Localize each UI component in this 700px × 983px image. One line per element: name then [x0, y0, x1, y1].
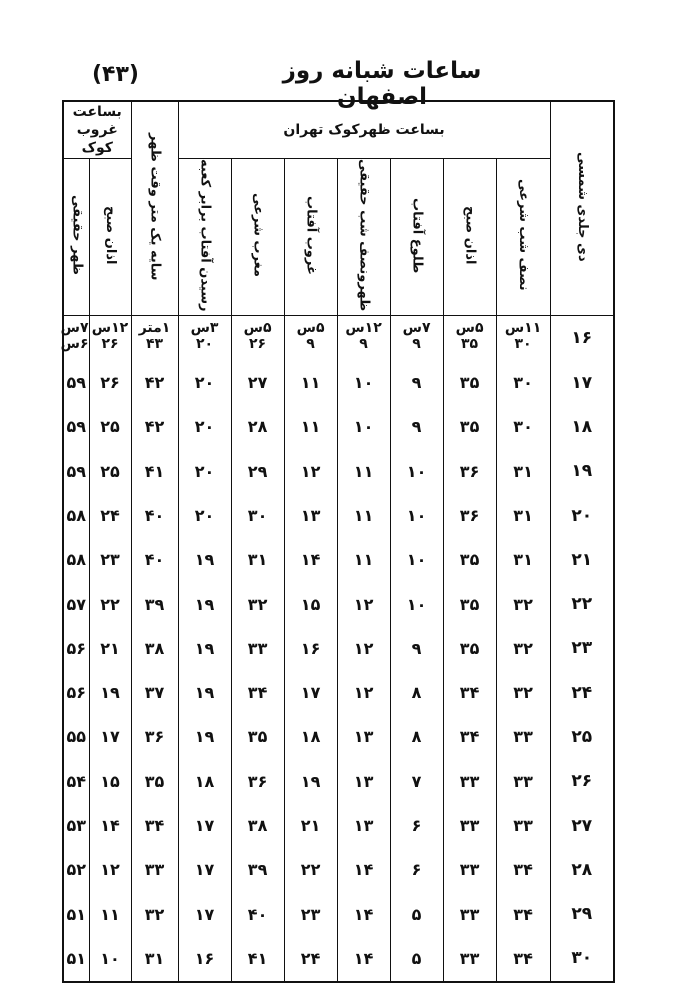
column-header-sunrise-label: طلوع آفتاب: [409, 197, 425, 273]
table-row: [63, 405, 614, 449]
cell-noon: ۱۳: [337, 759, 390, 803]
cell-maghrib: ۳۱: [231, 538, 284, 582]
cell-sunrise: ۸: [390, 715, 443, 759]
column-header-noon-label: ظهرونصف شب حقیقی: [356, 159, 372, 312]
cell-shadow: ۴۰: [131, 538, 178, 582]
cell-noon: ۱۰: [337, 360, 390, 404]
table-row: [63, 316, 614, 361]
cell-fajr: ۳۳: [443, 848, 496, 892]
cell-qibla: ۱۸: [178, 759, 231, 803]
cell-sunset: ۱۴: [284, 538, 337, 582]
cell-shadow: ۳۹: [131, 582, 178, 626]
cell-noon: ۱۰: [337, 405, 390, 449]
cell-fajr: ۳۵: [443, 360, 496, 404]
cell-line: ۹: [359, 336, 368, 353]
cell-fajr: ۳۳: [443, 936, 496, 981]
cell-noon: ۱۴: [337, 936, 390, 981]
cell-sunset: ۲۴: [284, 936, 337, 981]
prayer-times-table: [62, 100, 615, 983]
cell-sunrise: ۷: [390, 759, 443, 803]
cell-shadow: ۳۵: [131, 759, 178, 803]
cell-sunset: ۲۱: [284, 803, 337, 847]
cell-line: ۷س: [60, 320, 89, 337]
cell-fajr-ghurub: ۲۶: [89, 360, 131, 404]
cell-noon: ۱۲: [337, 582, 390, 626]
cell-fajr-ghurub: ۲۱: [89, 626, 131, 670]
cell-sunset: ۱۳: [284, 493, 337, 537]
cell-fajr: [443, 316, 496, 361]
table-row: [63, 715, 614, 759]
cell-line: ۱۱س: [504, 320, 542, 337]
cell-fajr: ۳۴: [443, 715, 496, 759]
cell-day: ۲۲: [550, 582, 614, 626]
table-row: [63, 538, 614, 582]
cell-shadow: ۴۲: [131, 360, 178, 404]
cell-maghrib: ۲۷: [231, 360, 284, 404]
cell-fajr-ghurub: ۲۲: [89, 582, 131, 626]
cell-line: ۲۰: [195, 336, 214, 353]
column-header-qibla-label: رسیدن آفتاب برابر کعبه: [197, 159, 213, 312]
cell-sunset: ۱۲: [284, 449, 337, 493]
cell-sunset: ۱۱: [284, 360, 337, 404]
cell-midnight: ۳۱: [496, 493, 550, 537]
cell-maghrib: [231, 316, 284, 361]
table-row: [63, 449, 614, 493]
column-header-fajr-ghurub-label: اذان صبح: [103, 206, 119, 265]
table-row: [63, 759, 614, 803]
cell-midnight: ۳۱: [496, 449, 550, 493]
group-header-sunset-label: بساعت غروب کوک: [72, 104, 122, 156]
cell-qibla: ۱۹: [178, 715, 231, 759]
cell-noon-ghurub: ۵۷: [63, 582, 89, 626]
cell-qibla: ۲۰: [178, 405, 231, 449]
cell-line: ۴۳: [145, 336, 164, 353]
cell-day: ۲۵: [550, 715, 614, 759]
table-row: [63, 803, 614, 847]
column-header-day-label: دی جلدی شمسی: [574, 151, 590, 262]
cell-midnight: ۳۱: [496, 538, 550, 582]
cell-qibla: ۱۹: [178, 538, 231, 582]
table-row: [63, 671, 614, 715]
cell-fajr: ۳۶: [443, 449, 496, 493]
cell-sunset: ۱۹: [284, 759, 337, 803]
cell-line: ۲۶: [101, 336, 119, 353]
cell-fajr-ghurub: ۲۵: [89, 449, 131, 493]
cell-maghrib: ۴۱: [231, 936, 284, 981]
cell-qibla: ۱۹: [178, 671, 231, 715]
cell-midnight: ۳۲: [496, 582, 550, 626]
cell-sunset: ۱۸: [284, 715, 337, 759]
group-header-sunset: [63, 101, 131, 159]
cell-fajr: ۳۳: [443, 803, 496, 847]
cell-noon: ۱۱: [337, 538, 390, 582]
cell-fajr-ghurub: ۱۹: [89, 671, 131, 715]
table-row: [63, 493, 614, 537]
table-row: [63, 848, 614, 892]
cell-line: ۳۰: [514, 336, 532, 353]
cell-fajr-ghurub: ۱۰: [89, 936, 131, 981]
cell-fajr: ۳۴: [443, 671, 496, 715]
table-row: [63, 892, 614, 936]
cell-qibla: ۲۰: [178, 449, 231, 493]
cell-line: ۵س: [455, 320, 484, 337]
table-row: [63, 936, 614, 981]
cell-shadow: ۴۰: [131, 493, 178, 537]
cell-noon: [337, 316, 390, 361]
cell-noon-ghurub: ۵۵: [63, 715, 89, 759]
group-header-tehran: [178, 101, 550, 159]
cell-midnight: ۳۴: [496, 936, 550, 981]
cell-midnight: ۳۲: [496, 671, 550, 715]
cell-noon: ۱۳: [337, 715, 390, 759]
cell-noon: ۱۱: [337, 493, 390, 537]
cell-fajr: ۳۵: [443, 582, 496, 626]
cell-fajr: ۳۳: [443, 759, 496, 803]
cell-maghrib: ۳۵: [231, 715, 284, 759]
column-header-qibla: [178, 159, 231, 316]
cell-day: ۱۶: [550, 316, 614, 361]
cell-shadow: ۳۱: [131, 936, 178, 981]
table-row: [63, 582, 614, 626]
cell-sunrise: ۹: [390, 360, 443, 404]
column-header-sunset-label: غروب آفتاب: [303, 195, 319, 275]
cell-sunrise: ۵: [390, 892, 443, 936]
page-title: ساعات شبانه روز اصفهان: [282, 58, 482, 110]
cell-day: ۲۶: [550, 759, 614, 803]
cell-sunset: [284, 316, 337, 361]
cell-maghrib: ۳۲: [231, 582, 284, 626]
cell-sunset: ۲۲: [284, 848, 337, 892]
cell-sunrise: ۶: [390, 848, 443, 892]
cell-sunrise: ۱۰: [390, 449, 443, 493]
cell-day: ۲۷: [550, 803, 614, 847]
cell-fajr: ۳۵: [443, 626, 496, 670]
cell-midnight: ۳۴: [496, 848, 550, 892]
cell-qibla: ۲۰: [178, 493, 231, 537]
cell-sunset: ۲۳: [284, 892, 337, 936]
group-header-tehran-label: بساعت ظهرکوک تهران: [283, 122, 445, 138]
column-header-fajr-label: اذان صبح: [462, 206, 478, 265]
cell-day: ۱۹: [550, 449, 614, 493]
cell-line: ۷س: [402, 320, 431, 337]
cell-qibla: ۱۷: [178, 803, 231, 847]
table-body: [60, 316, 614, 982]
cell-midnight: ۳۳: [496, 803, 550, 847]
cell-midnight: ۳۴: [496, 892, 550, 936]
cell-shadow: ۳۷: [131, 671, 178, 715]
cell-line: ۳س: [190, 320, 219, 337]
cell-fajr: ۳۶: [443, 493, 496, 537]
column-header-shadow: [131, 101, 178, 316]
cell-fajr-ghurub: ۲۴: [89, 493, 131, 537]
cell-qibla: ۱۹: [178, 626, 231, 670]
cell-shadow: ۴۲: [131, 405, 178, 449]
cell-noon: ۱۴: [337, 892, 390, 936]
column-header-sunrise: [390, 159, 443, 316]
cell-line: ۵س: [243, 320, 272, 337]
cell-qibla: ۱۶: [178, 936, 231, 981]
cell-noon-ghurub: ۵۱: [63, 936, 89, 981]
cell-sunset: ۱۵: [284, 582, 337, 626]
cell-maghrib: ۳۸: [231, 803, 284, 847]
cell-sunset: ۱۷: [284, 671, 337, 715]
cell-shadow: ۳۴: [131, 803, 178, 847]
cell-sunrise: [390, 316, 443, 361]
cell-maghrib: ۳۳: [231, 626, 284, 670]
cell-line: ۱۲س: [91, 320, 129, 337]
cell-sunset: ۱۱: [284, 405, 337, 449]
cell-maghrib: ۳۴: [231, 671, 284, 715]
cell-noon: ۱۱: [337, 449, 390, 493]
cell-maghrib: ۳۰: [231, 493, 284, 537]
cell-day: ۳۰: [550, 936, 614, 981]
cell-qibla: [178, 316, 231, 361]
cell-day: ۲۱: [550, 538, 614, 582]
cell-shadow: ۳۳: [131, 848, 178, 892]
cell-noon-ghurub: ۵۹: [63, 405, 89, 449]
cell-sunset: ۱۶: [284, 626, 337, 670]
cell-noon-ghurub: ۵۴: [63, 759, 89, 803]
cell-line: ۵س: [296, 320, 325, 337]
column-header-fajr: [443, 159, 496, 316]
column-header-noon-ghurub: [63, 159, 89, 316]
cell-midnight: ۳۰: [496, 360, 550, 404]
cell-midnight: ۳۲: [496, 626, 550, 670]
cell-maghrib: ۴۰: [231, 892, 284, 936]
cell-noon-ghurub: ۵۱: [63, 892, 89, 936]
cell-day: ۲۸: [550, 848, 614, 892]
cell-sunrise: ۱۰: [390, 493, 443, 537]
cell-maghrib: ۲۸: [231, 405, 284, 449]
cell-sunrise: ۹: [390, 405, 443, 449]
cell-day: ۲۴: [550, 671, 614, 715]
cell-maghrib: ۳۹: [231, 848, 284, 892]
cell-noon-ghurub: [60, 316, 89, 361]
cell-maghrib: ۲۹: [231, 449, 284, 493]
cell-sunrise: ۱۰: [390, 582, 443, 626]
cell-line: ۳۵: [461, 336, 479, 353]
cell-noon: ۱۳: [337, 803, 390, 847]
cell-fajr-ghurub: ۱۷: [89, 715, 131, 759]
column-header-maghrib: [231, 159, 284, 316]
cell-noon-ghurub: ۵۶: [63, 671, 89, 715]
cell-sunrise: ۶: [390, 803, 443, 847]
column-header-sunset: [284, 159, 337, 316]
cell-line: ۱متر: [138, 320, 171, 337]
cell-day: ۲۹: [550, 892, 614, 936]
cell-line: ۶س: [60, 336, 89, 353]
cell-shadow: ۴۱: [131, 449, 178, 493]
cell-midnight: ۳۳: [496, 715, 550, 759]
cell-shadow: ۳۶: [131, 715, 178, 759]
cell-noon: ۱۴: [337, 848, 390, 892]
cell-line: ۱۲س: [345, 320, 382, 337]
cell-midnight: [496, 316, 550, 361]
cell-sunrise: ۹: [390, 626, 443, 670]
table-row: [63, 626, 614, 670]
cell-sunrise: ۸: [390, 671, 443, 715]
cell-noon-ghurub: ۵۲: [63, 848, 89, 892]
cell-fajr: ۳۵: [443, 538, 496, 582]
column-header-noon-ghurub-label: ظهر حقیقی: [69, 195, 85, 276]
cell-maghrib: ۳۶: [231, 759, 284, 803]
cell-day: ۲۳: [550, 626, 614, 670]
cell-fajr-ghurub: [89, 316, 131, 361]
cell-fajr-ghurub: ۱۵: [89, 759, 131, 803]
cell-shadow: [131, 316, 178, 361]
cell-fajr-ghurub: ۱۱: [89, 892, 131, 936]
cell-noon-ghurub: ۵۹: [63, 360, 89, 404]
cell-midnight: ۳۳: [496, 759, 550, 803]
cell-noon-ghurub: ۵۳: [63, 803, 89, 847]
page-number: (۴۳): [92, 62, 139, 87]
cell-qibla: ۱۷: [178, 848, 231, 892]
column-header-fajr-ghurub: [89, 159, 131, 316]
column-header-day: [550, 101, 614, 316]
cell-noon-ghurub: ۵۹: [63, 449, 89, 493]
column-header-maghrib-label: مغرب شرعی: [250, 193, 266, 278]
cell-fajr-ghurub: ۱۴: [89, 803, 131, 847]
cell-fajr-ghurub: ۲۳: [89, 538, 131, 582]
cell-qibla: ۱۹: [178, 582, 231, 626]
cell-qibla: ۲۰: [178, 360, 231, 404]
cell-noon-ghurub: ۵۸: [63, 493, 89, 537]
cell-noon: ۱۲: [337, 626, 390, 670]
cell-fajr-ghurub: ۲۵: [89, 405, 131, 449]
cell-fajr: ۳۵: [443, 405, 496, 449]
cell-fajr: ۳۳: [443, 892, 496, 936]
cell-day: ۱۸: [550, 405, 614, 449]
cell-sunrise: ۵: [390, 936, 443, 981]
cell-sunrise: ۱۰: [390, 538, 443, 582]
cell-shadow: ۳۸: [131, 626, 178, 670]
cell-shadow: ۳۲: [131, 892, 178, 936]
cell-noon-ghurub: ۵۶: [63, 626, 89, 670]
cell-line: ۹: [306, 336, 315, 353]
cell-noon-ghurub: ۵۸: [63, 538, 89, 582]
table-row: [63, 360, 614, 404]
cell-midnight: ۳۰: [496, 405, 550, 449]
cell-noon: ۱۲: [337, 671, 390, 715]
column-header-noon: [337, 159, 390, 316]
cell-line: ۹: [412, 336, 421, 353]
cell-fajr-ghurub: ۱۲: [89, 848, 131, 892]
cell-day: ۱۷: [550, 360, 614, 404]
column-header-midnight: [496, 159, 550, 316]
cell-qibla: ۱۷: [178, 892, 231, 936]
cell-line: ۲۶: [249, 336, 267, 353]
column-header-midnight-label: نصف شب شرعی: [516, 179, 532, 292]
column-header-shadow-label: سایه یک متر وقت ظهر: [147, 133, 163, 281]
cell-day: ۲۰: [550, 493, 614, 537]
